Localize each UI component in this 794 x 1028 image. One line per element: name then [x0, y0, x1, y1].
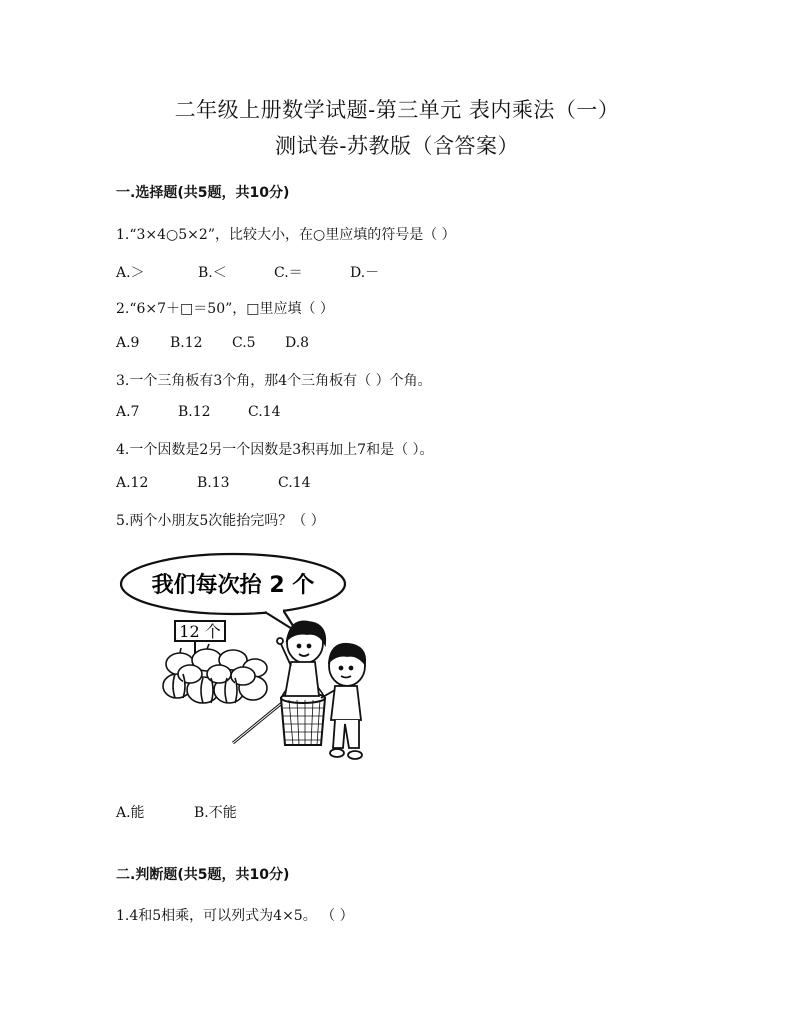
section-heading-judgement: 二.判断题(共5题，共10分)	[116, 867, 290, 883]
question-5-options	[116, 802, 237, 822]
q2-option-a: A.9	[116, 335, 140, 351]
q1-option-c: C.＝	[274, 265, 303, 281]
question-2-text: 2.“6×7＋□＝50”，□里应填（ ）	[116, 301, 334, 317]
two-children-carrying-basket-illustration	[115, 548, 385, 768]
q3-option-a: A.7	[116, 404, 140, 420]
pumpkin-pile	[163, 644, 267, 703]
question-3-options	[116, 404, 280, 420]
section-heading-choice: 一.选择题(共5题，共10分)	[116, 185, 290, 201]
q4-option-c: C.14	[278, 475, 311, 491]
page-title-line2: 测试卷-苏教版（含答案）	[274, 134, 520, 158]
count-sign-text: 12 个	[179, 622, 221, 641]
q2-option-d: D.8	[285, 335, 310, 351]
question-5-text: 5.两个小朋友5次能抬完吗？（ ）	[116, 513, 325, 529]
speech-bubble-text: 我们每次抬 2 个	[151, 573, 315, 598]
q3-option-c: C.14	[248, 404, 281, 420]
question-1-options	[116, 262, 379, 282]
q5-option-a: A.能	[116, 805, 145, 821]
question-4-options	[116, 475, 310, 491]
q1-option-a: A.＞	[116, 265, 145, 281]
question-3-text: 3.一个三角板有3个角，那4个三角板有（ ）个角。	[116, 373, 432, 389]
q4-option-b: B.13	[197, 475, 230, 491]
child-left-figure	[277, 621, 325, 696]
q2-option-b: B.12	[170, 335, 203, 351]
q1-option-d: D.－	[350, 265, 380, 281]
illustration-svg	[115, 548, 385, 768]
q4-option-a: A.12	[116, 475, 149, 491]
q3-option-b: B.12	[178, 404, 211, 420]
question-4-text: 4.一个因数是2另一个因数是3积再加上7和是（ ）。	[116, 442, 434, 458]
question-1-text: 1.“3×4○5×2”，比较大小，在○里应填的符号是（ ）	[116, 227, 456, 243]
q5-option-b: B.不能	[194, 805, 237, 821]
judgement-1-text: 1.4和5相乘，可以列式为4×5。 （ ）	[116, 908, 354, 924]
page-title-line1: 二年级上册数学试题-第三单元 表内乘法（一）	[174, 98, 620, 122]
child-right-figure	[321, 644, 365, 759]
q2-option-c: C.5	[232, 335, 256, 351]
question-2-options	[116, 335, 309, 351]
q1-option-b: B.＜	[198, 265, 227, 281]
